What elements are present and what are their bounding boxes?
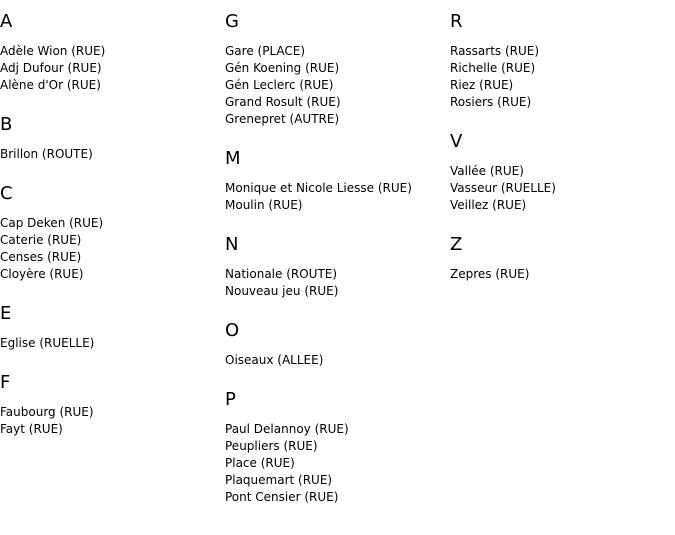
street-link[interactable]: Plaquemart (RUE) — [225, 473, 333, 487]
letter-group-r — [450, 12, 675, 111]
street-link[interactable]: Gén Koening (RUE) — [225, 61, 340, 75]
street-link[interactable]: Paul Delannoy (RUE) — [225, 422, 349, 436]
letter-heading: A — [0, 11, 13, 32]
street-link[interactable]: Rosiers (RUE) — [450, 95, 532, 109]
letter-heading: F — [0, 372, 11, 393]
street-link[interactable]: Vallée (RUE) — [450, 164, 524, 178]
street-link[interactable]: Fayt (RUE) — [0, 422, 63, 436]
letter-group-a — [0, 12, 225, 94]
street-link[interactable]: Adèle Wion (RUE) — [0, 44, 106, 58]
street-link[interactable]: Grand Rosult (RUE) — [225, 95, 341, 109]
letter-group-z — [450, 235, 675, 283]
letter-heading: M — [225, 148, 241, 169]
letter-heading: O — [225, 320, 240, 341]
street-link[interactable]: Gare (PLACE) — [225, 44, 306, 58]
letter-heading: N — [225, 234, 239, 255]
letter-heading: C — [0, 183, 13, 204]
street-link[interactable]: Zepres (RUE) — [450, 267, 530, 281]
letter-heading: R — [450, 11, 463, 32]
street-link[interactable]: Peupliers (RUE) — [225, 439, 318, 453]
street-link[interactable]: Veillez (RUE) — [450, 198, 527, 212]
street-link[interactable]: Caterie (RUE) — [0, 233, 82, 247]
street-link[interactable]: Nouveau jeu (RUE) — [225, 284, 339, 298]
letter-group-o — [225, 321, 450, 369]
street-link[interactable]: Brillon (ROUTE) — [0, 147, 93, 161]
street-link[interactable]: Richelle (RUE) — [450, 61, 536, 75]
letter-heading: Z — [450, 234, 463, 255]
street-link[interactable]: Cap Deken (RUE) — [0, 216, 104, 230]
street-link[interactable]: Cloyère (RUE) — [0, 267, 84, 281]
street-link[interactable]: Place (RUE) — [225, 456, 295, 470]
letter-heading: P — [225, 389, 236, 410]
street-link[interactable]: Moulin (RUE) — [225, 198, 303, 212]
street-link[interactable]: Faubourg (RUE) — [0, 405, 94, 419]
street-link[interactable]: Nationale (ROUTE) — [225, 267, 338, 281]
street-link[interactable]: Gén Leclerc (RUE) — [225, 78, 334, 92]
letter-group-b — [0, 115, 225, 163]
letter-group-v — [450, 132, 675, 214]
letter-group-f — [0, 373, 225, 438]
letter-heading: G — [225, 11, 239, 32]
letter-group-n — [225, 235, 450, 300]
letter-heading: V — [450, 131, 463, 152]
street-link[interactable]: Censes (RUE) — [0, 250, 82, 264]
letter-group-e — [0, 304, 225, 352]
street-link[interactable]: Rassarts (RUE) — [450, 44, 540, 58]
letter-group-p — [225, 390, 450, 506]
index-column-3 — [450, 12, 675, 304]
street-link[interactable]: Monique et Nicole Liesse (RUE) — [225, 181, 412, 195]
street-link[interactable]: Adj Dufour (RUE) — [0, 61, 102, 75]
street-link[interactable]: Alène d'Or (RUE) — [0, 78, 101, 92]
street-link[interactable]: Grenepret (AUTRE) — [225, 112, 340, 126]
street-link[interactable]: Riez (RUE) — [450, 78, 514, 92]
letter-group-c — [0, 184, 225, 283]
street-link[interactable]: Pont Censier (RUE) — [225, 490, 339, 504]
letter-group-m — [225, 149, 450, 214]
street-link[interactable]: Oiseaux (ALLEE) — [225, 353, 324, 367]
letter-group-g — [225, 12, 450, 128]
letter-heading: B — [0, 114, 13, 135]
index-column-2 — [225, 12, 450, 527]
letter-heading: E — [0, 303, 12, 324]
street-link[interactable]: Eglise (RUELLE) — [0, 336, 95, 350]
street-link[interactable]: Vasseur (RUELLE) — [450, 181, 556, 195]
index-column-1 — [0, 12, 225, 459]
